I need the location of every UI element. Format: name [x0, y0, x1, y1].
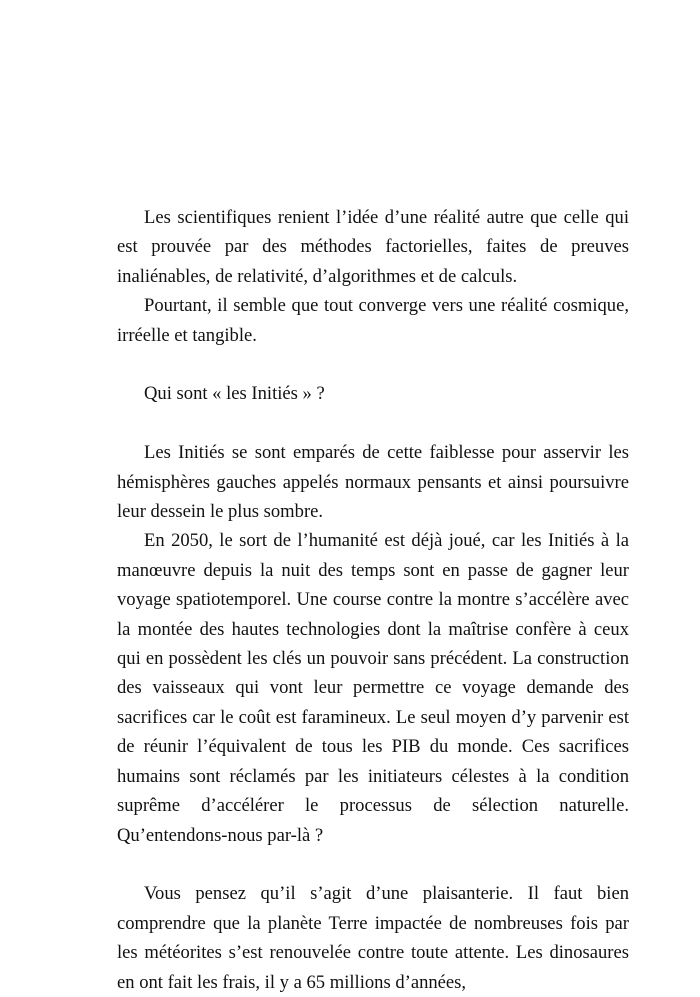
spacer: [117, 409, 629, 438]
paragraph-scientists: Les scientifiques renient l’idée d’une réalité autre que celle qui est prouvée par des méthodes factorielles, faites de preuves inaliénables, de relativité, d’algorithmes et de calculs.: [117, 207, 629, 287]
paragraph-pourtant: Pourtant, il semble que tout converge vers une réalité cosmique, irréelle et tangible.: [117, 295, 629, 346]
body-text: [117, 203, 629, 997]
section-heading: Qui sont « les Initiés » ?: [144, 383, 325, 405]
spacer: [117, 350, 629, 379]
paragraph-inities: Les Initiés se sont emparés de cette faiblesse pour asservir les hémisphères gauches appelés normaux pensants et ainsi poursuivre leur dessein le plus sombre.: [117, 442, 629, 523]
paragraph-plaisanterie: Vous pensez qu’il s’agit d’une plaisanterie. Il faut bien comprendre que la planète Terre impactée de nombreuses fois par les météorites s’est renouvelée contre toute attente. Les dinosaures en ont fait les frais, il y a 65 millions d’années,: [117, 883, 629, 993]
spacer: [117, 850, 629, 879]
paragraph-2050: En 2050, le sort de l’humanité est déjà joué, car les Initiés à la manœuvre depuis la nuit des temps sont en passe de gagner leur voyage spatiotemporel. Une course contre la montre s’accélère avec la montée des hautes technologies dont la maîtrise confère à ceux qui en possèdent les clés un pouvoir sans précédent. La construction des vaisseaux qui vont leur permettre ce voyage demande des sacrifices car le coût est faramineux. Le seul moyen d’y parvenir est de réunir l’équivalent de tous les PIB du monde. Ces sacrifices humains sont réclamés par les initiateurs célestes à la condition suprême d’accélérer le processus de sélection naturelle. Qu’entendons-nous par-là ?: [117, 530, 629, 846]
